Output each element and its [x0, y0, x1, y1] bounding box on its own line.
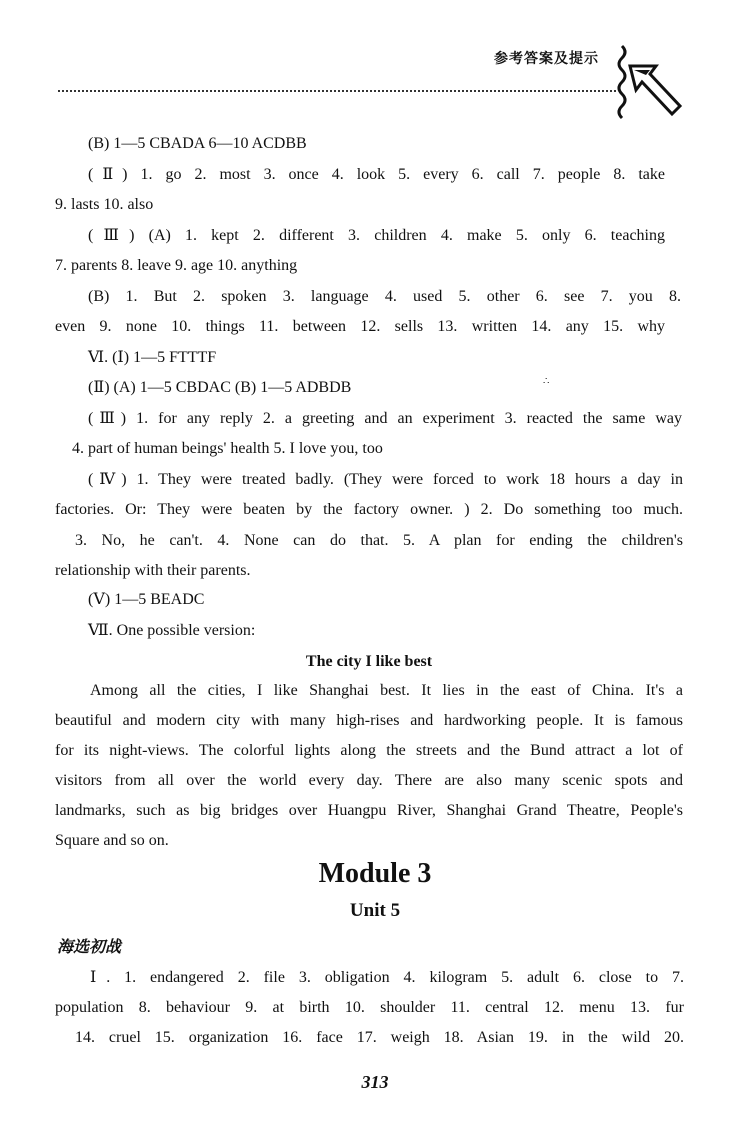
essay-line: Square and so on. — [55, 832, 169, 849]
essay-line: beautiful and modern city with many high-rises and hardworking people. It is famous — [55, 712, 683, 729]
essay-line: for its night-views. The colorful lights along the streets and the Bund attract a lot of — [55, 742, 683, 759]
answer-line: Ⅶ. One possible version: — [88, 622, 256, 639]
answer-line: factories. Or: They were beaten by the factory owner. ) 2. Do something too much. — [55, 501, 683, 518]
answer-line: 4. part of human beings' health 5. I love you, too — [72, 440, 383, 457]
module-title: Module 3 — [318, 858, 432, 889]
section-heading: 海选初战 — [57, 937, 122, 956]
answer-line: (B) 1. But 2. spoken 3. language 4. used 5. other 6. see 7. you 8. — [88, 288, 681, 305]
essay-line: visitors from all over the world every day. There are also many scenic spots and — [55, 772, 683, 789]
answer-line: even 9. none 10. things 11. between 12. sells 13. written 14. any 15. why — [55, 318, 665, 335]
answer-line: (Ⅲ) (A) 1. kept 2. different 3. children 4. make 5. only 6. teaching — [88, 227, 665, 244]
answer-line: Ⅵ. (Ⅰ) 1—5 FTTTF — [88, 349, 217, 366]
answer-line: (Ⅳ) 1. They were treated badly. (They were forced to work 18 hours a day in — [88, 471, 683, 488]
answer-line: population 8. behaviour 9. at birth 10. shoulder 11. central 12. menu 13. fur — [55, 999, 684, 1016]
answer-line: 14. cruel 15. organization 16. face 17. weigh 18. Asian 19. in the wild 20. — [75, 1029, 684, 1046]
answer-line: 3. No, he can't. 4. None can do that. 5. A plan for ending the children's — [75, 532, 683, 549]
answer-line: (Ⅱ) 1. go 2. most 3. once 4. look 5. every 6. call 7. people 8. take — [88, 166, 665, 183]
header-dotted-rule — [58, 90, 616, 92]
answer-line: 7. parents 8. leave 9. age 10. anything — [55, 257, 298, 274]
unit-title: Unit 5 — [349, 900, 401, 921]
answer-line: (Ⅲ) 1. for any reply 2. a greeting and an experiment 3. reacted the same way — [88, 410, 682, 427]
answer-line: (Ⅴ) 1—5 BEADC — [88, 591, 205, 608]
answer-line: (B) 1—5 CBADA 6—10 ACDBB — [88, 135, 307, 152]
answer-line: (Ⅱ) (A) 1—5 CBDAC (B) 1—5 ADBDB — [88, 379, 352, 396]
running-header-title: 参考答案及提示 — [494, 51, 599, 67]
answer-line: relationship with their parents. — [55, 562, 251, 579]
arrow-decoration-icon — [616, 44, 686, 126]
essay-line: landmarks, such as big bridges over Huangpu River, Shanghai Grand Theatre, People's — [55, 802, 683, 819]
essay-line: Among all the cities, I like Shanghai best. It lies in the east of China. It's a — [90, 682, 683, 699]
answer-line: 9. lasts 10. also — [55, 196, 154, 213]
essay-title: The city I like best — [305, 653, 433, 670]
answer-line: Ⅰ. 1. endangered 2. file 3. obligation 4. kilogram 5. adult 6. close to 7. — [90, 969, 684, 986]
page-number: 313 — [361, 1072, 389, 1092]
stray-dots: ∴ — [543, 376, 550, 387]
